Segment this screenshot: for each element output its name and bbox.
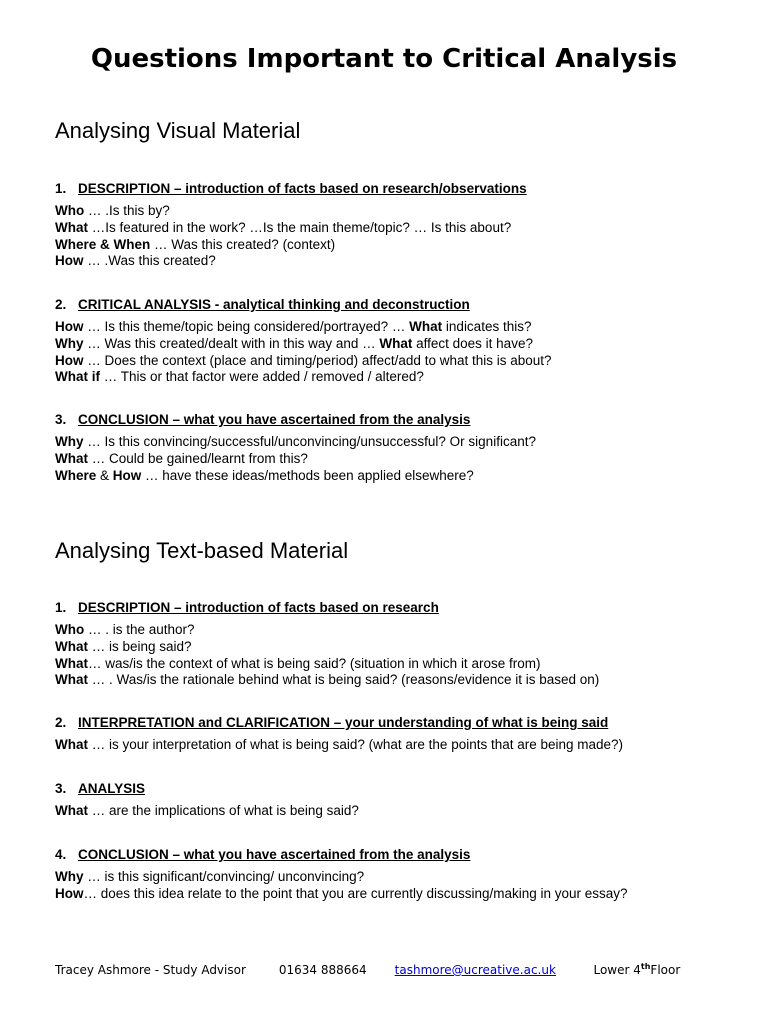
question-line	[55, 220, 745, 237]
question-line	[55, 622, 745, 639]
question-number: 4.	[55, 847, 67, 862]
question-keyword: How	[55, 885, 84, 901]
question-text: affect does it have?	[412, 335, 533, 351]
question-text: … have these ideas/methods been applied elsewhere?	[141, 467, 474, 483]
footer-location	[593, 962, 680, 977]
question-keyword: Why	[55, 869, 84, 884]
question-text: … This or that factor were added / removed / altered?	[100, 369, 424, 385]
question-number: 2.	[55, 297, 67, 312]
question-keyword: What	[409, 319, 443, 334]
question-heading	[55, 180, 745, 197]
question-text: … .Was this created?	[83, 253, 216, 269]
question-label: CRITICAL ANALYSIS - analytical thinking and deconstruction	[78, 297, 470, 312]
question-text: … Is this convincing/successful/unconvincing/unsuccessful? Or significant?	[83, 434, 536, 449]
question-line	[55, 451, 745, 468]
question-text: … is being said?	[88, 638, 192, 654]
question-keyword: What	[55, 638, 88, 654]
question-keyword: How	[55, 352, 84, 368]
footer	[55, 962, 755, 977]
question-line	[55, 869, 745, 886]
question-text: … are the implications of what is being said?	[88, 803, 359, 818]
question-heading	[55, 296, 745, 313]
question-line	[55, 237, 745, 254]
visual-question-2	[55, 296, 745, 386]
question-keyword: Who	[55, 203, 85, 218]
question-keyword: How	[112, 467, 142, 483]
question-text: … . Was/is the rationale behind what is being said? (reasons/evidence it is based on)	[88, 672, 600, 688]
footer-location-text: Lower 4	[593, 963, 641, 977]
question-heading	[55, 599, 745, 616]
question-keyword: What	[55, 672, 88, 688]
footer-location-sup: th	[640, 962, 651, 971]
question-line	[55, 803, 745, 820]
question-keyword: What	[55, 450, 88, 466]
section-heading-text: Analysing Text-based Material	[55, 538, 349, 563]
question-keyword: Where	[55, 467, 97, 483]
question-text: indicates this?	[442, 319, 532, 334]
question-label: INTERPRETATION and CLARIFICATION – your understanding of what is being said	[78, 715, 609, 730]
text-question-1	[55, 599, 745, 689]
question-keyword: What	[55, 803, 88, 818]
footer-email-link[interactable]: tashmore@ucreative.ac.uk	[394, 963, 556, 977]
text-question-4	[55, 846, 745, 903]
question-text: … is your interpretation of what is being said? (what are the points that are being made?)	[88, 737, 624, 752]
question-label: CONCLUSION – what you have ascertained from the analysis	[78, 412, 471, 427]
question-text: … .Is this by?	[84, 203, 170, 218]
question-text: …Is featured in the work? …Is the main theme/topic? … Is this about?	[88, 219, 512, 235]
question-number: 3.	[55, 412, 67, 427]
footer-author: Tracey Ashmore - Study Advisor	[55, 963, 246, 977]
question-line	[55, 639, 745, 656]
question-number: 1.	[55, 181, 67, 196]
visual-question-1	[55, 180, 745, 270]
question-keyword: Why	[55, 335, 84, 351]
question-heading	[55, 846, 745, 863]
question-heading	[55, 780, 745, 797]
section-heading-visual: Analysing Visual Material	[55, 118, 301, 143]
question-keyword: What if	[55, 369, 100, 385]
question-label: ANALYSIS	[78, 781, 146, 796]
question-label: DESCRIPTION – introduction of facts based on research	[78, 600, 439, 615]
question-line	[55, 369, 745, 386]
visual-question-3	[55, 411, 745, 484]
question-text: … is this significant/convincing/ unconvincing?	[83, 869, 365, 884]
question-text: … does this idea relate to the point that you are currently discussing/making in your essay?	[83, 885, 628, 901]
question-heading	[55, 714, 745, 731]
question-number: 1.	[55, 600, 67, 615]
question-text: &	[96, 467, 113, 483]
question-line	[55, 468, 745, 485]
question-keyword: Where & When	[55, 236, 151, 252]
question-keyword: Why	[55, 434, 84, 449]
question-line	[55, 319, 745, 336]
text-question-3	[55, 780, 745, 820]
question-line	[55, 656, 745, 673]
question-keyword: How	[55, 253, 84, 269]
question-text: … was/is the context of what is being said? (situation in which it arose from)	[88, 655, 541, 671]
question-text: … Was this created/dealt with in this way and …	[83, 335, 380, 351]
question-keyword: What	[55, 219, 88, 235]
question-line	[55, 672, 745, 689]
question-line	[55, 886, 745, 903]
question-text: … Could be gained/learnt from this?	[88, 450, 308, 466]
question-line	[55, 353, 745, 370]
footer-location-floor: Floor	[650, 963, 681, 977]
question-text: … Was this created? (context)	[150, 236, 336, 252]
question-text: … Is this theme/topic being considered/portrayed? …	[83, 319, 410, 334]
question-label: DESCRIPTION – introduction of facts based on research/observations	[78, 181, 527, 196]
question-line	[55, 336, 745, 353]
question-label: CONCLUSION – what you have ascertained from the analysis	[78, 847, 471, 862]
question-text: … Does the context (place and timing/period) affect/add to what this is about?	[83, 352, 552, 368]
question-heading	[55, 411, 745, 428]
question-line	[55, 434, 745, 451]
question-line	[55, 253, 745, 270]
question-keyword: What	[55, 655, 88, 671]
question-keyword: What	[379, 335, 413, 351]
question-number: 2.	[55, 715, 67, 730]
question-number: 3.	[55, 781, 67, 796]
question-keyword: What	[55, 737, 88, 752]
text-question-2	[55, 714, 745, 754]
question-line	[55, 203, 745, 220]
question-text: … . is the author?	[84, 622, 195, 637]
question-keyword: Who	[55, 622, 85, 637]
question-line	[55, 737, 745, 754]
document-title: Questions Important to Critical Analysis	[90, 44, 678, 74]
footer-phone: 01634 888664	[278, 963, 367, 977]
question-keyword: How	[55, 319, 84, 334]
